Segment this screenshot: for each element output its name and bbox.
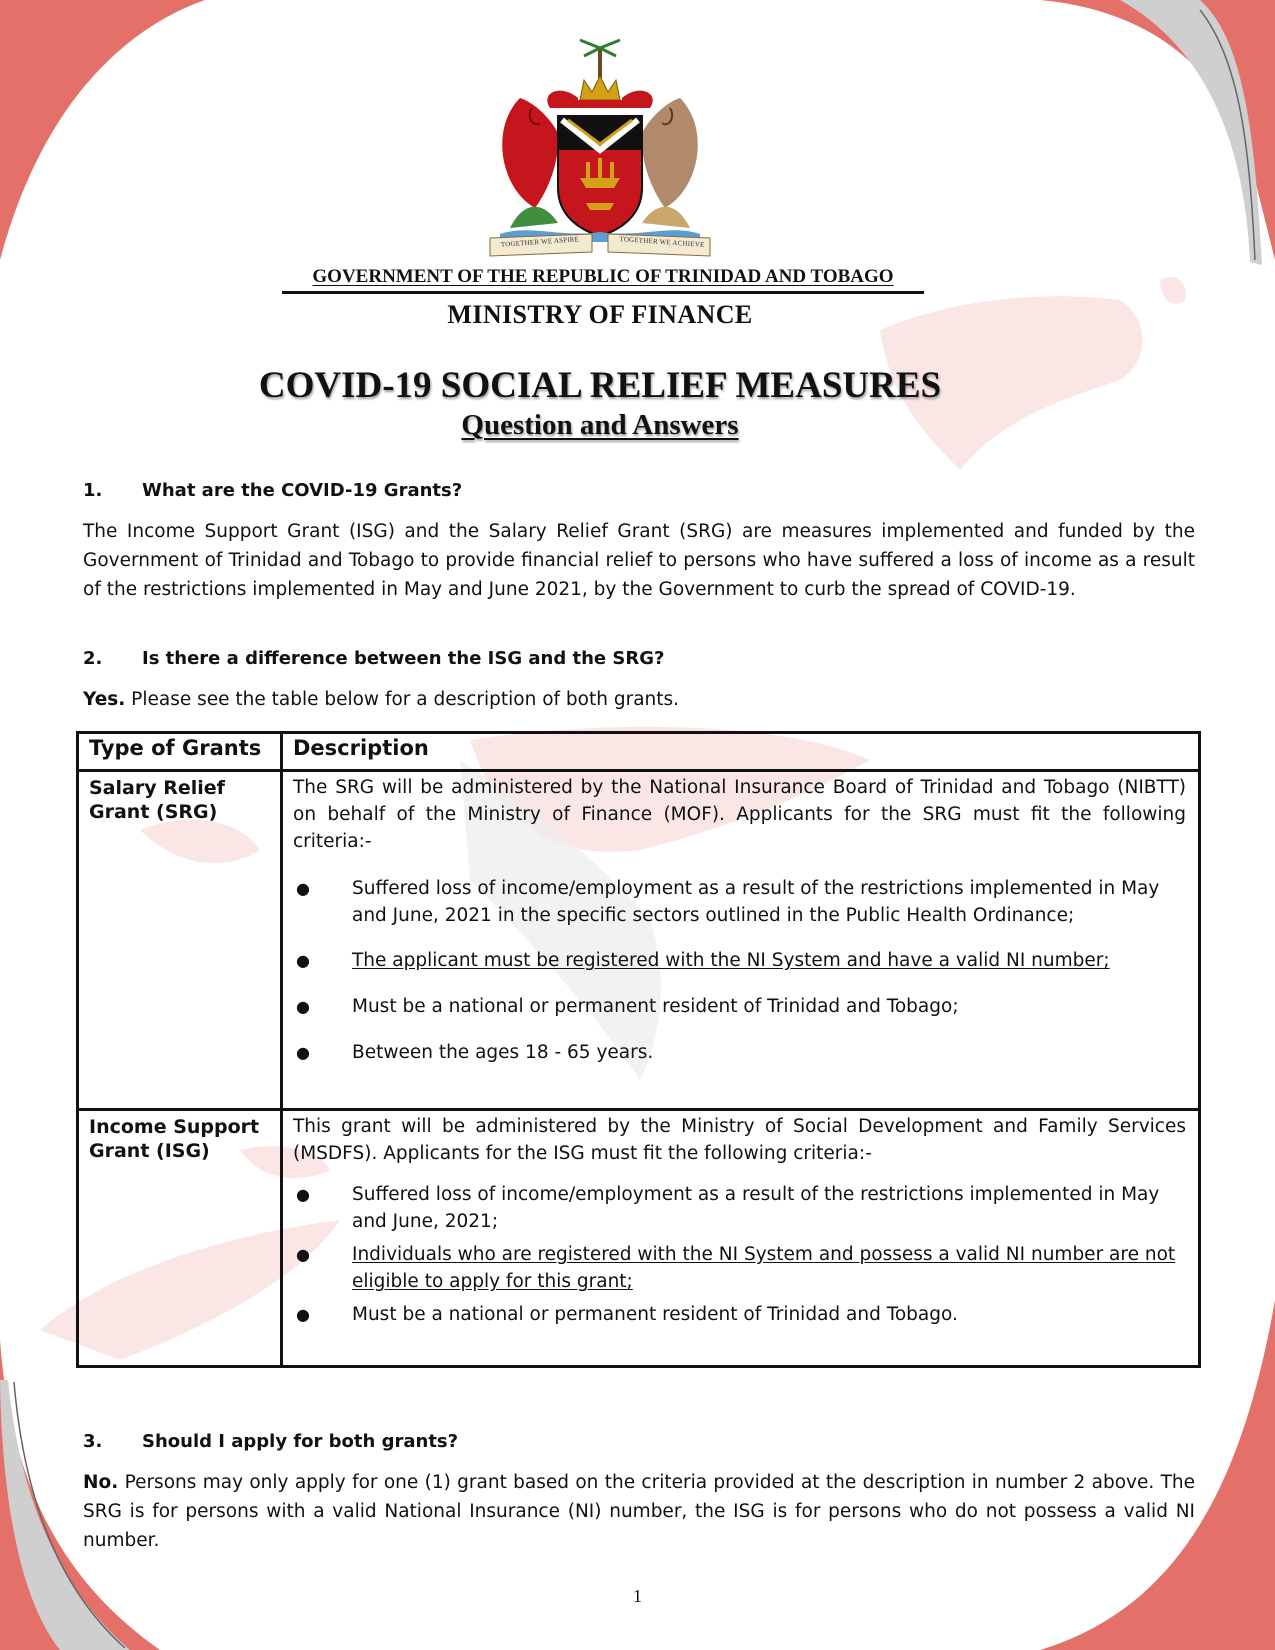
document-title: COVID-19 SOCIAL RELIEF MEASURES	[258, 365, 942, 406]
document-subtitle: Question and Answers	[461, 409, 739, 441]
answer-2	[83, 685, 1195, 714]
crest-motto-left: TOGETHER WE ASPIRE	[500, 235, 580, 249]
criteria-list	[293, 875, 1186, 1066]
question-number: 1.	[83, 480, 103, 501]
question-text: What are the COVID-19 Grants?	[142, 480, 463, 501]
heading-rule	[282, 291, 924, 294]
coat-of-arms-icon	[480, 38, 720, 260]
criteria-item: ● Must be a national or permanent resident of Trinidad and Tobago.	[293, 1301, 1186, 1328]
table-header: Type of Grants	[78, 733, 282, 771]
question-number: 2.	[83, 648, 103, 669]
grants-table	[76, 731, 1201, 1368]
table-row	[78, 1110, 1200, 1367]
bullet-icon: ●	[296, 879, 310, 898]
grant-intro: This grant will be administered by the Ministry of Social Development and Family Services (MSDFS). Applicants for the ISG must fit the following criteria:-	[293, 1116, 1186, 1164]
grant-description	[282, 771, 1200, 1110]
question-1	[83, 480, 462, 501]
table-row	[78, 771, 1200, 1110]
answer-lead: No.	[83, 1472, 119, 1493]
answer-text: Persons may only apply for one (1) grant based on the criteria provided at the description in number 2 above. The SRG is for persons with a valid National Insurance (NI) number, the ISG is for persons who do not possess a valid NI number.	[83, 1472, 1195, 1551]
criteria-item: ● Suffered loss of income/employment as a result of the restrictions implemented in May and June, 2021;	[293, 1181, 1186, 1235]
answer-text: Please see the table below for a description of both grants.	[125, 689, 680, 710]
table-header: Description	[282, 733, 1200, 771]
criteria-item: ● Between the ages 18 - 65 years.	[293, 1039, 1186, 1066]
grant-name: Salary Relief Grant (SRG)	[78, 771, 282, 1110]
bullet-icon: ●	[296, 997, 310, 1016]
question-text: Should I apply for both grants?	[142, 1431, 459, 1452]
bullet-icon: ●	[296, 951, 310, 970]
question-number: 3.	[83, 1431, 103, 1452]
question-text: Is there a difference between the ISG and the SRG?	[142, 648, 665, 669]
grant-intro: The SRG will be administered by the National Insurance Board of Trinidad and Tobago (NIBTT) on behalf of the Ministry of Finance (MOF). Applicants for the SRG must fit the following criteria:-	[293, 777, 1186, 852]
bullet-icon: ●	[296, 1305, 310, 1324]
answer-3	[83, 1468, 1195, 1555]
bullet-icon: ●	[296, 1245, 310, 1264]
answer-1: The Income Support Grant (ISG) and the Salary Relief Grant (SRG) are measures implemented and funded by the Government of Trinidad and Tobago to provide financial relief to persons who have suffered a loss of income as a result of the restrictions implemented in May and June 2021, by the Government to curb the spread of COVID-19.	[83, 521, 1195, 600]
criteria-item: ● The applicant must be registered with the NI System and have a valid NI number;	[293, 947, 1186, 974]
grant-description	[282, 1110, 1200, 1367]
bullet-icon: ●	[296, 1043, 310, 1062]
crest-motto-right: TOGETHER WE ACHIEVE	[619, 235, 705, 249]
government-heading: GOVERNMENT OF THE REPUBLIC OF TRINIDAD AND TOBAGO	[312, 266, 894, 287]
criteria-item: ● Individuals who are registered with the NI System and possess a valid NI number are not eligible to apply for this grant;	[293, 1241, 1186, 1295]
table-header-row	[78, 733, 1200, 771]
grant-name: Income Support Grant (ISG)	[78, 1110, 282, 1367]
ministry-heading: MINISTRY OF FINANCE	[447, 300, 753, 329]
criteria-list	[293, 1181, 1186, 1328]
question-3	[83, 1431, 458, 1452]
question-2	[83, 648, 664, 669]
criteria-item: ● Suffered loss of income/employment as a result of the restrictions implemented in May and June, 2021 in the specific sectors outlined in the Public Health Ordinance;	[293, 875, 1186, 929]
page-number: 1	[633, 1586, 642, 1606]
answer-lead: Yes.	[83, 689, 126, 710]
bullet-icon: ●	[296, 1185, 310, 1204]
criteria-item: ● Must be a national or permanent resident of Trinidad and Tobago;	[293, 993, 1186, 1020]
